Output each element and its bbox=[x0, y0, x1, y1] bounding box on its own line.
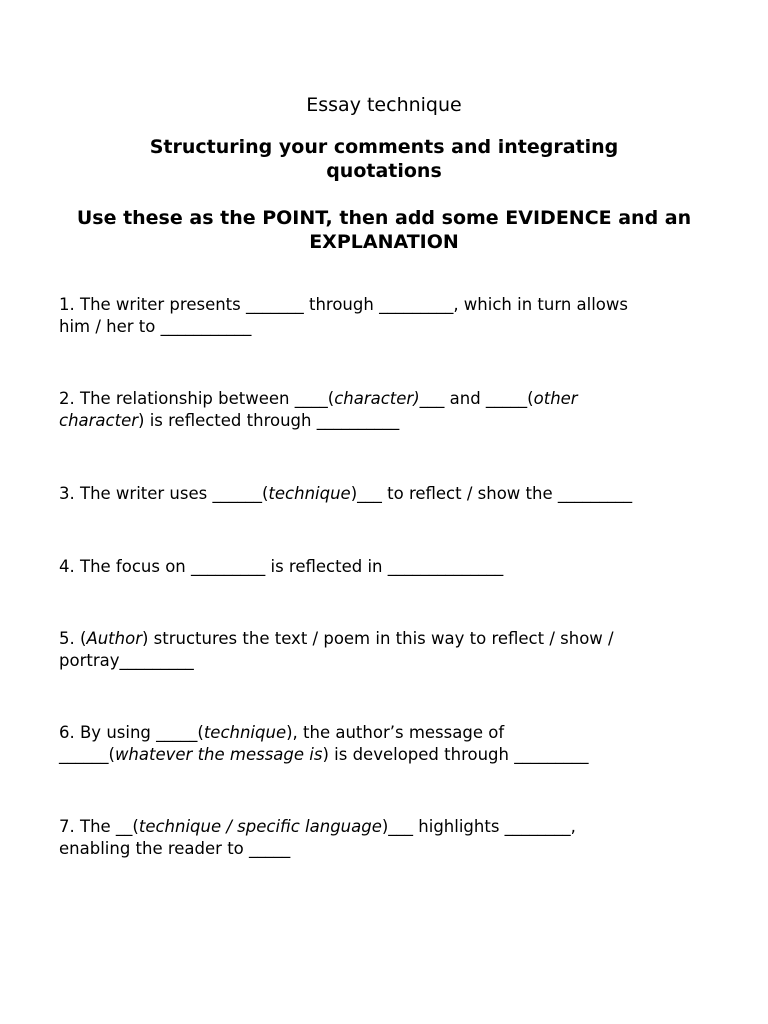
item-italic-text: technique / specific language bbox=[138, 817, 382, 836]
item-italic-text: whatever the message is bbox=[114, 745, 323, 764]
item-text: 1. The writer presents _______ through _________, which in turn allows bbox=[59, 295, 628, 314]
item-text: ), the author’s message of bbox=[286, 723, 505, 742]
item-italic-text: Author bbox=[86, 629, 142, 648]
list-item bbox=[59, 294, 719, 338]
item-line bbox=[59, 410, 719, 432]
item-text: )___ to reflect / show the _________ bbox=[350, 484, 633, 503]
subtitle-heading: Structuring your comments and integrating quotations bbox=[149, 136, 619, 182]
item-text: ___ and _____( bbox=[419, 389, 534, 408]
item-text: ______( bbox=[59, 745, 115, 764]
item-text: enabling the reader to _____ bbox=[59, 839, 291, 858]
list-item bbox=[59, 556, 719, 578]
list-item bbox=[59, 628, 719, 672]
list-item bbox=[59, 483, 719, 505]
item-text: )___ highlights ________, bbox=[381, 817, 576, 836]
item-text: 4. The focus on _________ is reflected in ______________ bbox=[59, 557, 504, 576]
item-italic-text: character bbox=[59, 411, 139, 430]
item-italic-text: technique bbox=[203, 723, 287, 742]
item-text: 6. By using _____( bbox=[59, 723, 204, 742]
item-text: 2. The relationship between ____( bbox=[59, 389, 335, 408]
item-line bbox=[59, 816, 719, 838]
item-text: portray_________ bbox=[59, 651, 194, 670]
item-text: 5. ( bbox=[59, 629, 87, 648]
list-item bbox=[59, 722, 719, 766]
item-text: 3. The writer uses ______( bbox=[59, 484, 269, 503]
page-title: Essay technique bbox=[306, 94, 462, 116]
item-line bbox=[59, 744, 719, 766]
instruction-heading: Use these as the POINT, then add some EVIDENCE and an EXPLANATION bbox=[76, 207, 692, 253]
item-italic-text: character) bbox=[334, 389, 420, 408]
item-line bbox=[59, 628, 719, 650]
item-text: him / her to ___________ bbox=[59, 317, 252, 336]
item-text: ) is reflected through __________ bbox=[138, 411, 400, 430]
item-line bbox=[59, 722, 719, 744]
item-text: ) structures the text / poem in this way to reflect / show / bbox=[142, 629, 614, 648]
item-italic-text: technique bbox=[268, 484, 351, 503]
item-line bbox=[59, 388, 719, 410]
item-text: 7. The __( bbox=[59, 817, 139, 836]
item-italic-text: other bbox=[533, 389, 578, 408]
item-line bbox=[59, 483, 719, 505]
item-text: ) is developed through _________ bbox=[322, 745, 589, 764]
list-item bbox=[59, 388, 719, 432]
list-item bbox=[59, 816, 719, 860]
